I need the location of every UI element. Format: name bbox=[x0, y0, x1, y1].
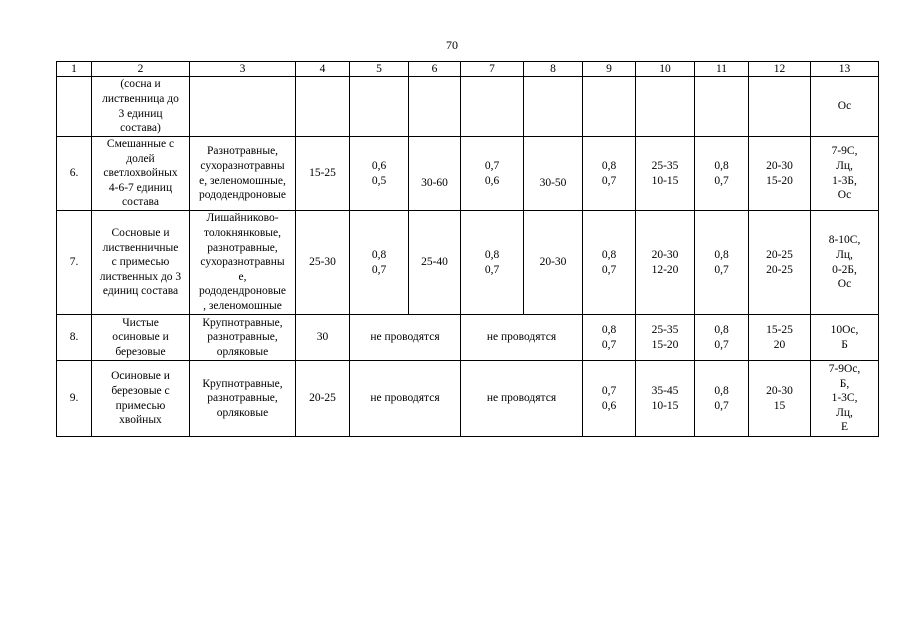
table-cell-merged: не проводятся bbox=[350, 315, 461, 361]
cell-line: долей bbox=[126, 152, 155, 165]
cell-line: 10-15 bbox=[651, 174, 679, 187]
table-cell bbox=[92, 315, 190, 361]
table-cell bbox=[190, 137, 296, 211]
cell-line: сухоразнотравны bbox=[200, 159, 285, 172]
cell-line: 0,8 bbox=[714, 323, 729, 336]
cell-line: 0,8 bbox=[601, 159, 617, 172]
cell-line: рододендроновые bbox=[198, 285, 287, 298]
cell-line: 15-20 bbox=[766, 174, 793, 187]
cell-line: 15-25 bbox=[766, 323, 793, 336]
cell-line: 0,8 bbox=[714, 248, 729, 261]
table-cell bbox=[749, 315, 811, 361]
cell-line: 0,7 bbox=[601, 174, 617, 187]
cell-line: Разнотравные, bbox=[206, 145, 279, 158]
row-number: 6. bbox=[57, 137, 92, 211]
cell-line: орляковые bbox=[216, 406, 269, 419]
cell-line: Крупнотравные, bbox=[202, 377, 283, 390]
table-cell bbox=[749, 77, 811, 137]
row-number: 7. bbox=[57, 211, 92, 315]
cell-line: 0,6 bbox=[601, 399, 617, 412]
cell-line: 20-30 bbox=[766, 384, 793, 397]
header-cell: 8 bbox=[524, 62, 583, 77]
table-cell bbox=[695, 137, 749, 211]
cell-line: 15-20 bbox=[651, 338, 679, 351]
table-cell bbox=[350, 77, 409, 137]
table-cell bbox=[583, 315, 636, 361]
cell-line: 0-2Б, bbox=[832, 263, 857, 276]
header-cell: 7 bbox=[461, 62, 524, 77]
cell-line: рододендроновые bbox=[198, 189, 287, 202]
table-cell: 25-30 bbox=[296, 211, 350, 315]
cell-line: 0,8 bbox=[601, 248, 617, 261]
table-cell bbox=[811, 315, 879, 361]
cell-line: Осиновые и bbox=[111, 370, 170, 383]
cell-line: 0,8 bbox=[714, 159, 729, 172]
table-cell bbox=[92, 211, 190, 315]
table-cell bbox=[190, 361, 296, 437]
cell-line: Е bbox=[840, 421, 849, 434]
cell-line: Ос bbox=[837, 100, 852, 113]
cell-line: (сосна и bbox=[120, 78, 161, 91]
table-cell: 30-50 bbox=[524, 137, 583, 211]
header-cell: 10 bbox=[636, 62, 695, 77]
header-cell: 1 bbox=[57, 62, 92, 77]
table-cell bbox=[811, 211, 879, 315]
table-cell bbox=[524, 77, 583, 137]
table-cell bbox=[583, 211, 636, 315]
table-row-continued bbox=[57, 77, 879, 137]
table-cell bbox=[811, 137, 879, 211]
table-cell bbox=[461, 137, 524, 211]
table-cell bbox=[92, 77, 190, 137]
cell-line: Смешанные с bbox=[106, 138, 175, 151]
cell-line: , зеленомошные bbox=[203, 299, 282, 312]
table-cell bbox=[583, 137, 636, 211]
cell-line: осиновые и bbox=[112, 331, 169, 344]
table-cell bbox=[695, 361, 749, 437]
cell-line: Ос bbox=[837, 278, 852, 291]
cell-line: 7-9Ос, bbox=[828, 363, 861, 376]
header-cell: 3 bbox=[190, 62, 296, 77]
cell-line: 0,8 bbox=[371, 248, 387, 261]
cell-line: орляковые bbox=[216, 345, 269, 358]
table-cell: 20-30 bbox=[524, 211, 583, 315]
table-cell: 25-40 bbox=[409, 211, 461, 315]
cell-line: 20 bbox=[773, 338, 786, 351]
forest-table bbox=[56, 61, 879, 437]
cell-line: Б bbox=[841, 338, 848, 351]
table-cell bbox=[583, 361, 636, 437]
table-cell: 30-60 bbox=[409, 137, 461, 211]
table-cell bbox=[92, 361, 190, 437]
table-cell bbox=[749, 211, 811, 315]
header-cell: 9 bbox=[583, 62, 636, 77]
cell-line: е, bbox=[238, 270, 247, 283]
cell-line: разнотравные, bbox=[207, 392, 278, 405]
cell-line: 0,7 bbox=[714, 399, 729, 412]
table-cell bbox=[636, 315, 695, 361]
table-cell: 20-25 bbox=[296, 361, 350, 437]
table-cell bbox=[749, 137, 811, 211]
cell-line: примесью bbox=[115, 399, 166, 412]
table-cell bbox=[296, 77, 350, 137]
header-cell: 12 bbox=[749, 62, 811, 77]
header-cell: 4 bbox=[296, 62, 350, 77]
header-cell: 6 bbox=[409, 62, 461, 77]
cell-line: 1-3Б, bbox=[832, 174, 857, 187]
cell-line: 0,6 bbox=[484, 174, 500, 187]
cell-line: 20-30 bbox=[651, 248, 679, 261]
cell-line: светлохвойных bbox=[103, 167, 178, 180]
table-row bbox=[57, 137, 879, 211]
cell-line: 0,7 bbox=[714, 174, 729, 187]
cell-line: разнотравные, bbox=[207, 331, 278, 344]
cell-line: 15 bbox=[773, 399, 786, 412]
table-row bbox=[57, 361, 879, 437]
cell-line: сухоразнотравны bbox=[200, 256, 285, 269]
cell-line: состава) bbox=[120, 122, 161, 135]
cell-line: 12-20 bbox=[651, 263, 679, 276]
table-cell bbox=[350, 211, 409, 315]
row-number: 8. bbox=[57, 315, 92, 361]
cell-line: толокнянковые, bbox=[203, 227, 282, 240]
header-cell: 5 bbox=[350, 62, 409, 77]
cell-line: лиственница до bbox=[102, 92, 179, 105]
cell-line: лиственничные bbox=[102, 241, 179, 254]
table-cell bbox=[190, 211, 296, 315]
cell-line: 10-15 bbox=[651, 399, 679, 412]
cell-line: Ос bbox=[837, 189, 852, 202]
cell-line: 0,8 bbox=[714, 384, 729, 397]
table-cell bbox=[811, 77, 879, 137]
header-cell: 13 bbox=[811, 62, 879, 77]
table-cell bbox=[583, 77, 636, 137]
cell-line: 20-25 bbox=[766, 248, 793, 261]
cell-line: березовые bbox=[115, 345, 166, 358]
cell-line: березовые с bbox=[111, 384, 170, 397]
cell-line: состава bbox=[122, 196, 159, 209]
cell-line: 35-45 bbox=[651, 384, 679, 397]
cell-line: единиц состава bbox=[102, 285, 179, 298]
table-cell-merged: не проводятся bbox=[350, 361, 461, 437]
cell-line: 0,7 bbox=[484, 263, 500, 276]
table-cell bbox=[811, 361, 879, 437]
header-cell: 11 bbox=[695, 62, 749, 77]
cell-line: 0,6 bbox=[371, 159, 387, 172]
table-cell bbox=[409, 77, 461, 137]
cell-line: 25-35 bbox=[651, 159, 679, 172]
cell-line: 3 единиц bbox=[118, 107, 163, 120]
table-cell bbox=[636, 211, 695, 315]
cell-line: 0,7 bbox=[601, 338, 617, 351]
table-cell-merged: не проводятся bbox=[461, 315, 583, 361]
cell-line: 8-10С, bbox=[828, 234, 861, 247]
cell-line: 20-25 bbox=[766, 263, 793, 276]
cell-line: 0,7 bbox=[484, 159, 500, 172]
table-cell bbox=[636, 77, 695, 137]
page-number: 70 bbox=[446, 38, 458, 52]
header-cell: 2 bbox=[92, 62, 190, 77]
cell-line: с примесью bbox=[111, 256, 170, 269]
table-cell bbox=[636, 137, 695, 211]
cell-line: 1-3С, bbox=[831, 392, 858, 405]
table-cell: 15-25 bbox=[296, 137, 350, 211]
cell-line: 0,8 bbox=[484, 248, 500, 261]
table-row bbox=[57, 211, 879, 315]
table-cell bbox=[695, 315, 749, 361]
cell-line: Б, bbox=[839, 377, 850, 390]
cell-line: 25-35 bbox=[651, 323, 679, 336]
table-cell bbox=[190, 77, 296, 137]
table-cell bbox=[695, 77, 749, 137]
cell-line: разнотравные, bbox=[207, 241, 278, 254]
table-cell bbox=[461, 211, 524, 315]
cell-line: Крупнотравные, bbox=[202, 316, 283, 329]
table-row bbox=[57, 315, 879, 361]
table-cell bbox=[461, 77, 524, 137]
cell-line: е, зеленомошные, bbox=[199, 174, 286, 187]
table-cell-merged: не проводятся bbox=[461, 361, 583, 437]
cell-line: 10Ос, bbox=[830, 323, 859, 336]
cell-line: 0,8 bbox=[601, 323, 617, 336]
cell-line: Лц, bbox=[836, 406, 853, 419]
cell-line: Лц, bbox=[836, 248, 853, 261]
cell-line: 20-30 bbox=[766, 159, 793, 172]
table-cell bbox=[350, 137, 409, 211]
cell-line: 0,7 bbox=[714, 338, 729, 351]
table-cell bbox=[749, 361, 811, 437]
row-number: 9. bbox=[57, 361, 92, 437]
cell-line: 0,5 bbox=[371, 174, 387, 187]
table-cell bbox=[92, 137, 190, 211]
table-cell bbox=[695, 211, 749, 315]
cell-line: Чистые bbox=[122, 316, 159, 329]
cell-line: Лишайниково- bbox=[206, 212, 279, 225]
table-cell bbox=[190, 315, 296, 361]
cell-line: 0,7 bbox=[601, 263, 617, 276]
cell-line: хвойных bbox=[119, 414, 162, 427]
cell-line: лиственных до 3 bbox=[99, 270, 182, 283]
cell-line: Сосновые и bbox=[111, 227, 170, 240]
cell-line: Лц, bbox=[836, 159, 853, 172]
cell-line: 7-9С, bbox=[831, 145, 858, 158]
cell-line: 0,7 bbox=[371, 263, 387, 276]
header-row bbox=[57, 62, 879, 77]
cell-line: 4-6-7 единиц bbox=[108, 181, 173, 194]
table-cell bbox=[636, 361, 695, 437]
table-cell bbox=[57, 77, 92, 137]
cell-line: 0,7 bbox=[714, 263, 729, 276]
table-cell: 30 bbox=[296, 315, 350, 361]
cell-line: 0,7 bbox=[601, 384, 617, 397]
